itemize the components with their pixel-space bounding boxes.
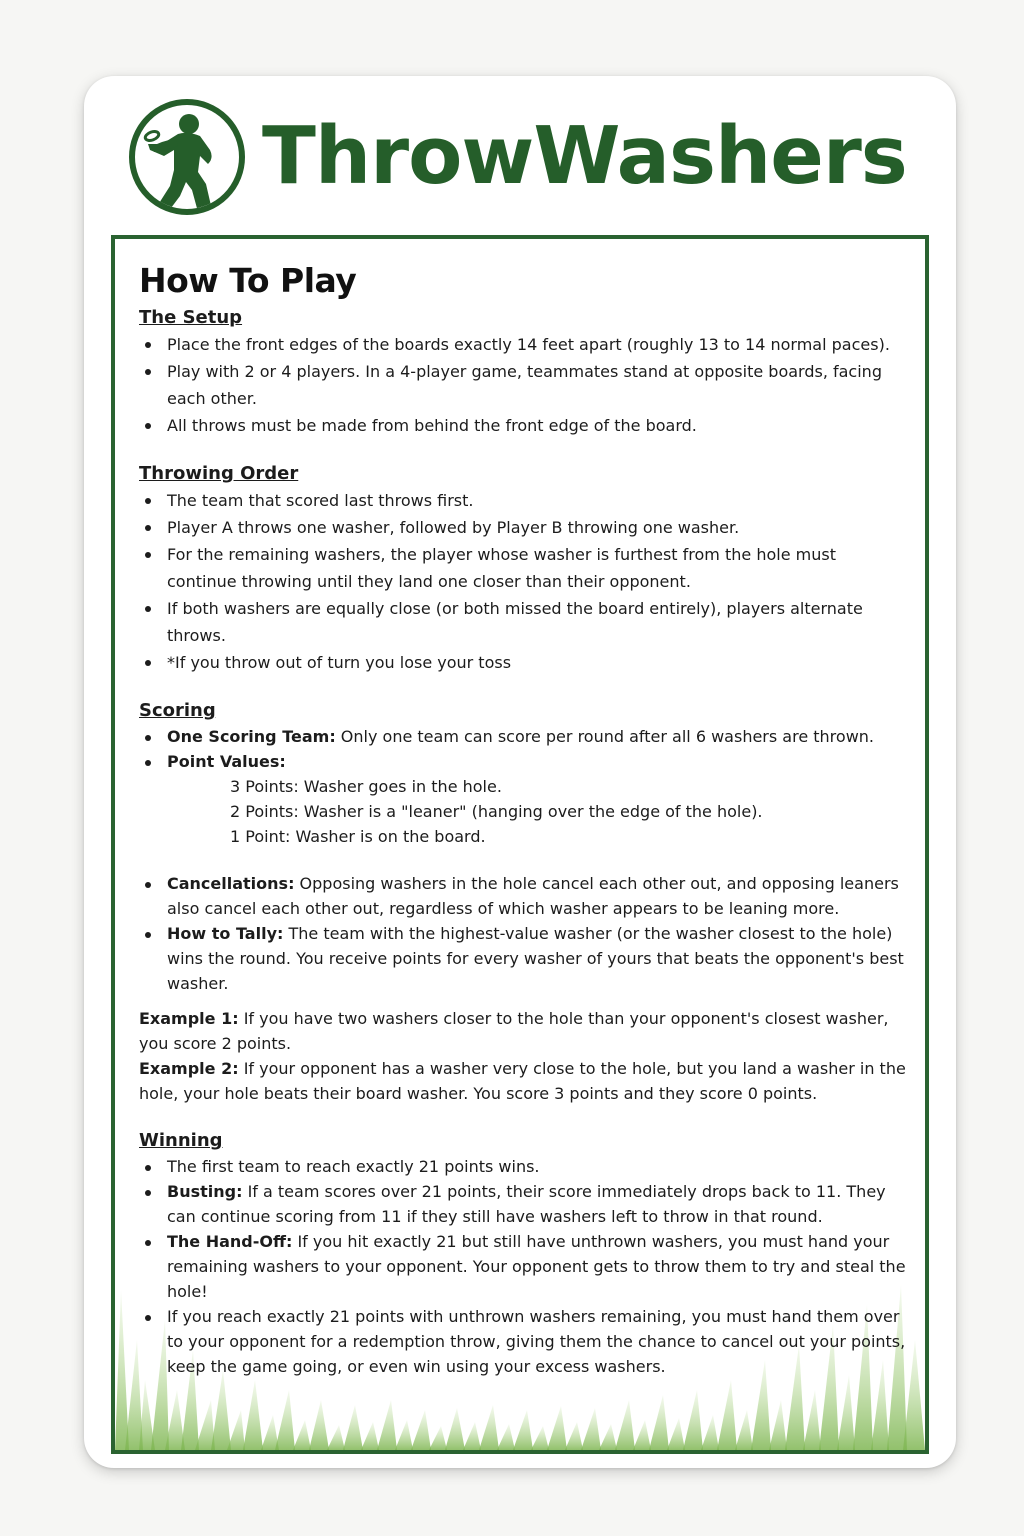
list-item: [139, 1229, 909, 1304]
scoring-rules-list: [139, 871, 909, 996]
term-label: How to Tally:: [167, 924, 284, 943]
section-heading-winning: Winning: [139, 1130, 223, 1151]
list-item: For the remaining washers, the player whose washer is furthest from the hole must continue throwing until they land one closer than their opponent.: [139, 541, 909, 595]
how-to-play-panel: [111, 235, 929, 1454]
list-item: [139, 749, 909, 774]
setup-list: [139, 331, 909, 439]
term-text: The team with the highest-value washer (or the washer closest to the hole) wins the round. You receive points for every washer of yours that beats the opponent's best washer.: [167, 924, 904, 993]
section-heading-scoring: Scoring: [139, 700, 216, 721]
term-text: Opposing washers in the hole cancel each other out, and opposing leaners also cancel each other out, regardless of which washer appears to be leaning more.: [167, 874, 899, 918]
point-value-row: 2 Points: Washer is a "leaner" (hanging over the edge of the hole).: [230, 802, 763, 821]
list-item: The team that scored last throws first.: [139, 487, 909, 514]
list-item: Place the front edges of the boards exactly 14 feet apart (roughly 13 to 14 normal paces).: [139, 331, 909, 358]
list-item: *If you throw out of turn you lose your toss: [139, 649, 909, 676]
example-1: [139, 1006, 909, 1056]
list-item: The first team to reach exactly 21 points wins.: [139, 1154, 909, 1179]
example-text: If your opponent has a washer very close to the hole, but you land a washer in the hole, your hole beats their board washer. You score 3 points and they score 0 points.: [139, 1059, 906, 1103]
example-label: Example 2:: [139, 1059, 239, 1078]
term-text: If you hit exactly 21 but still have unthrown washers, you must hand your remaining washers to your opponent. Your opponent gets to throw them to try and steal the hole!: [167, 1232, 906, 1301]
example-2: [139, 1056, 909, 1106]
term-label: One Scoring Team:: [167, 727, 336, 746]
list-item: If you reach exactly 21 points with unthrown washers remaining, you must hand them over to your opponent for a redemption throw, giving them the chance to cancel out your points, keep the game going, or even win using your excess washers.: [139, 1304, 909, 1379]
list-item: If both washers are equally close (or both missed the board entirely), players alternate throws.: [139, 595, 909, 649]
list-item: All throws must be made from behind the front edge of the board.: [139, 412, 909, 439]
brand-wordmark: ThrowWashers: [262, 110, 907, 202]
example-text: If you have two washers closer to the hole than your opponent's closest washer, you score 2 points.: [139, 1009, 889, 1053]
rules-content: [139, 259, 909, 1379]
point-values: [139, 774, 909, 849]
term-label: The Hand-Off:: [167, 1232, 293, 1251]
term-label: Busting:: [167, 1182, 243, 1201]
list-item: [139, 921, 909, 996]
scoring-list: [139, 724, 909, 774]
term-label: Point Values:: [167, 752, 286, 771]
list-item: [139, 1179, 909, 1229]
throwing-order-list: [139, 487, 909, 676]
washer-thrower-icon: [128, 98, 246, 216]
list-item: [139, 724, 909, 749]
example-label: Example 1:: [139, 1009, 239, 1028]
section-heading-throwing-order: Throwing Order: [139, 463, 299, 484]
list-item: Play with 2 or 4 players. In a 4-player game, teammates stand at opposite boards, facing each other.: [139, 358, 909, 412]
term-text: Only one team can score per round after all 6 washers are thrown.: [335, 727, 874, 746]
page-title: How To Play: [139, 261, 357, 300]
term-label: Cancellations:: [167, 874, 295, 893]
point-value-row: 3 Points: Washer goes in the hole.: [230, 777, 502, 796]
point-value-row: 1 Point: Washer is on the board.: [230, 827, 486, 846]
list-item: Player A throws one washer, followed by Player B throwing one washer.: [139, 514, 909, 541]
winning-list: [139, 1154, 909, 1379]
list-item: [139, 871, 909, 921]
section-heading-setup: The Setup: [139, 307, 243, 328]
term-text: If a team scores over 21 points, their score immediately drops back to 11. They can continue scoring from 11 if they still have washers left to throw in that round.: [167, 1182, 886, 1226]
